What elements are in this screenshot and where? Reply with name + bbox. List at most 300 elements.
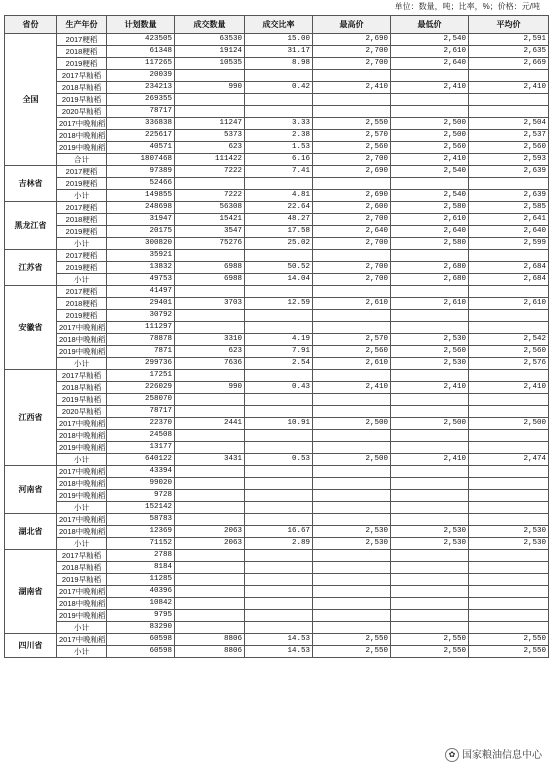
traded-cell	[175, 322, 245, 334]
max-price-cell	[313, 442, 391, 454]
table-row	[5, 490, 549, 502]
traded-cell: 15421	[175, 214, 245, 226]
min-price-cell: 2,410	[391, 82, 469, 94]
ratio-cell	[245, 550, 313, 562]
province-cell: 安徽省	[5, 286, 57, 370]
traded-cell: 623	[175, 346, 245, 358]
max-price-cell: 2,700	[313, 238, 391, 250]
avg-price-cell: 2,599	[469, 238, 549, 250]
min-price-cell	[391, 514, 469, 526]
year-cell: 小计	[57, 622, 107, 634]
planned-cell: 423505	[107, 34, 175, 46]
max-price-cell: 2,550	[313, 634, 391, 646]
year-cell: 2017中晚籼稻	[57, 418, 107, 430]
min-price-cell: 2,580	[391, 238, 469, 250]
planned-cell: 149855	[107, 190, 175, 202]
subtotal-row	[5, 154, 549, 166]
ratio-cell: 4.19	[245, 334, 313, 346]
planned-cell: 1807468	[107, 154, 175, 166]
table-row	[5, 130, 549, 142]
traded-cell	[175, 574, 245, 586]
table-row	[5, 58, 549, 70]
year-cell: 小计	[57, 646, 107, 658]
min-price-cell	[391, 562, 469, 574]
traded-cell	[175, 586, 245, 598]
planned-cell: 20039	[107, 70, 175, 82]
ratio-cell	[245, 310, 313, 322]
max-price-cell	[313, 586, 391, 598]
traded-cell: 2063	[175, 526, 245, 538]
avg-price-cell: 2,639	[469, 166, 549, 178]
subtotal-row	[5, 190, 549, 202]
table-row	[5, 514, 549, 526]
min-price-cell	[391, 550, 469, 562]
min-price-cell: 2,540	[391, 190, 469, 202]
avg-price-cell: 2,610	[469, 298, 549, 310]
max-price-cell: 2,570	[313, 334, 391, 346]
year-cell: 2018中晚籼稻	[57, 130, 107, 142]
traded-cell: 11247	[175, 118, 245, 130]
table-body	[5, 34, 549, 658]
min-price-cell	[391, 370, 469, 382]
avg-price-cell	[469, 286, 549, 298]
table-row	[5, 178, 549, 190]
min-price-cell	[391, 610, 469, 622]
header-province: 省份	[5, 16, 57, 34]
max-price-cell	[313, 550, 391, 562]
min-price-cell	[391, 286, 469, 298]
max-price-cell: 2,550	[313, 646, 391, 658]
subtotal-row	[5, 622, 549, 634]
min-price-cell: 2,410	[391, 454, 469, 466]
year-cell: 2017早籼稻	[57, 370, 107, 382]
min-price-cell: 2,500	[391, 130, 469, 142]
subtotal-row	[5, 538, 549, 550]
traded-cell	[175, 550, 245, 562]
year-cell: 2019中晚籼稻	[57, 346, 107, 358]
avg-price-cell: 2,500	[469, 418, 549, 430]
year-cell: 2017粳稻	[57, 286, 107, 298]
planned-cell: 31947	[107, 214, 175, 226]
table-row	[5, 382, 549, 394]
ratio-cell: 0.53	[245, 454, 313, 466]
min-price-cell: 2,500	[391, 418, 469, 430]
max-price-cell	[313, 514, 391, 526]
planned-cell: 10842	[107, 598, 175, 610]
ratio-cell	[245, 406, 313, 418]
traded-cell	[175, 502, 245, 514]
min-price-cell: 2,610	[391, 214, 469, 226]
avg-price-cell	[469, 610, 549, 622]
min-price-cell	[391, 622, 469, 634]
max-price-cell: 2,560	[313, 346, 391, 358]
traded-cell: 7222	[175, 166, 245, 178]
planned-cell: 8184	[107, 562, 175, 574]
avg-price-cell	[469, 70, 549, 82]
ratio-cell: 17.58	[245, 226, 313, 238]
year-cell: 2018中晚籼稻	[57, 334, 107, 346]
ratio-cell: 10.91	[245, 418, 313, 430]
year-cell: 2019中晚籼稻	[57, 610, 107, 622]
planned-cell: 24508	[107, 430, 175, 442]
ratio-cell	[245, 586, 313, 598]
avg-price-cell	[469, 250, 549, 262]
traded-cell: 111422	[175, 154, 245, 166]
min-price-cell	[391, 502, 469, 514]
max-price-cell: 2,530	[313, 538, 391, 550]
traded-cell: 7636	[175, 358, 245, 370]
province-cell: 四川省	[5, 634, 57, 658]
table-row	[5, 394, 549, 406]
avg-price-cell: 2,537	[469, 130, 549, 142]
table-row	[5, 574, 549, 586]
min-price-cell: 2,560	[391, 142, 469, 154]
avg-price-cell: 2,684	[469, 274, 549, 286]
planned-cell: 17251	[107, 370, 175, 382]
max-price-cell	[313, 622, 391, 634]
planned-cell: 234213	[107, 82, 175, 94]
planned-cell: 52466	[107, 178, 175, 190]
planned-cell: 225617	[107, 130, 175, 142]
planned-cell: 43394	[107, 466, 175, 478]
avg-price-cell	[469, 574, 549, 586]
traded-cell: 56308	[175, 202, 245, 214]
year-cell: 2017中晚籼稻	[57, 586, 107, 598]
traded-cell: 2063	[175, 538, 245, 550]
year-cell: 2019早籼稻	[57, 574, 107, 586]
ratio-cell	[245, 370, 313, 382]
min-price-cell	[391, 430, 469, 442]
ratio-cell: 0.42	[245, 82, 313, 94]
table-row	[5, 346, 549, 358]
avg-price-cell: 2,530	[469, 538, 549, 550]
traded-cell: 2441	[175, 418, 245, 430]
planned-cell: 20175	[107, 226, 175, 238]
year-cell: 小计	[57, 538, 107, 550]
subtotal-row	[5, 646, 549, 658]
planned-cell: 83290	[107, 622, 175, 634]
avg-price-cell: 2,641	[469, 214, 549, 226]
year-cell: 2019早籼稻	[57, 394, 107, 406]
min-price-cell	[391, 478, 469, 490]
planned-cell: 99020	[107, 478, 175, 490]
avg-price-cell: 2,550	[469, 646, 549, 658]
avg-price-cell	[469, 466, 549, 478]
planned-cell: 22370	[107, 418, 175, 430]
planned-cell: 12369	[107, 526, 175, 538]
year-cell: 2018中晚籼稻	[57, 526, 107, 538]
year-cell: 小计	[57, 190, 107, 202]
traded-cell: 3703	[175, 298, 245, 310]
year-cell: 小计	[57, 502, 107, 514]
header-row	[5, 16, 549, 34]
table-row	[5, 406, 549, 418]
max-price-cell: 2,690	[313, 166, 391, 178]
table-row	[5, 94, 549, 106]
year-cell: 2019中晚籼稻	[57, 490, 107, 502]
min-price-cell: 2,640	[391, 226, 469, 238]
year-cell: 小计	[57, 274, 107, 286]
min-price-cell: 2,580	[391, 202, 469, 214]
traded-cell	[175, 310, 245, 322]
ratio-cell	[245, 514, 313, 526]
planned-cell: 300820	[107, 238, 175, 250]
ratio-cell: 2.54	[245, 358, 313, 370]
header-avg-price: 平均价	[469, 16, 549, 34]
table-row	[5, 586, 549, 598]
header-ratio: 成交比率	[245, 16, 313, 34]
avg-price-cell: 2,410	[469, 382, 549, 394]
header-planned: 计划数量	[107, 16, 175, 34]
planned-cell: 71152	[107, 538, 175, 550]
traded-cell: 19124	[175, 46, 245, 58]
avg-price-cell	[469, 430, 549, 442]
table-row	[5, 286, 549, 298]
subtotal-row	[5, 238, 549, 250]
planned-cell: 152142	[107, 502, 175, 514]
ratio-cell	[245, 322, 313, 334]
table-row	[5, 322, 549, 334]
min-price-cell	[391, 466, 469, 478]
year-cell: 2019中晚籼稻	[57, 142, 107, 154]
unit-note: 单位：数量，吨；比率，%；价格：元/吨	[394, 2, 540, 11]
ratio-cell: 14.04	[245, 274, 313, 286]
avg-price-cell	[469, 394, 549, 406]
min-price-cell: 2,500	[391, 118, 469, 130]
max-price-cell: 2,690	[313, 34, 391, 46]
planned-cell: 60598	[107, 634, 175, 646]
year-cell: 2017中晚籼稻	[57, 322, 107, 334]
ratio-cell: 25.02	[245, 238, 313, 250]
traded-cell	[175, 622, 245, 634]
traded-cell: 10535	[175, 58, 245, 70]
min-price-cell: 2,640	[391, 58, 469, 70]
traded-cell	[175, 478, 245, 490]
ratio-cell	[245, 574, 313, 586]
traded-cell: 7222	[175, 190, 245, 202]
traded-cell	[175, 490, 245, 502]
planned-cell: 13177	[107, 442, 175, 454]
ratio-cell	[245, 70, 313, 82]
province-cell: 湖北省	[5, 514, 57, 550]
avg-price-cell: 2,585	[469, 202, 549, 214]
avg-price-cell: 2,576	[469, 358, 549, 370]
max-price-cell: 2,640	[313, 226, 391, 238]
avg-price-cell	[469, 94, 549, 106]
watermark-text: 国家粮油信息中心	[462, 749, 542, 761]
avg-price-cell	[469, 370, 549, 382]
avg-price-cell: 2,530	[469, 526, 549, 538]
traded-cell: 990	[175, 382, 245, 394]
max-price-cell	[313, 598, 391, 610]
traded-cell: 623	[175, 142, 245, 154]
ratio-cell	[245, 286, 313, 298]
avg-price-cell: 2,474	[469, 454, 549, 466]
ratio-cell	[245, 442, 313, 454]
header-min-price: 最低价	[391, 16, 469, 34]
planned-cell: 78717	[107, 106, 175, 118]
ratio-cell	[245, 394, 313, 406]
planned-cell: 49753	[107, 274, 175, 286]
avg-price-cell	[469, 622, 549, 634]
ratio-cell: 1.53	[245, 142, 313, 154]
max-price-cell	[313, 610, 391, 622]
planned-cell: 117265	[107, 58, 175, 70]
avg-price-cell	[469, 478, 549, 490]
year-cell: 2019早籼稻	[57, 94, 107, 106]
traded-cell	[175, 406, 245, 418]
max-price-cell: 2,600	[313, 202, 391, 214]
year-cell: 小计	[57, 454, 107, 466]
min-price-cell	[391, 94, 469, 106]
planned-cell: 9795	[107, 610, 175, 622]
avg-price-cell	[469, 562, 549, 574]
traded-cell	[175, 610, 245, 622]
ratio-cell: 31.17	[245, 46, 313, 58]
year-cell: 2018中晚籼稻	[57, 598, 107, 610]
planned-cell: 78878	[107, 334, 175, 346]
year-cell: 2018早籼稻	[57, 82, 107, 94]
ratio-cell: 48.27	[245, 214, 313, 226]
year-cell: 2017粳稻	[57, 202, 107, 214]
max-price-cell	[313, 94, 391, 106]
min-price-cell	[391, 70, 469, 82]
max-price-cell: 2,700	[313, 58, 391, 70]
max-price-cell	[313, 70, 391, 82]
planned-cell: 111297	[107, 322, 175, 334]
planned-cell: 58783	[107, 514, 175, 526]
ratio-cell: 7.41	[245, 166, 313, 178]
ratio-cell	[245, 478, 313, 490]
table-row	[5, 310, 549, 322]
traded-cell	[175, 178, 245, 190]
year-cell: 2020早籼稻	[57, 106, 107, 118]
year-cell: 2018粳稻	[57, 46, 107, 58]
avg-price-cell: 2,560	[469, 346, 549, 358]
ratio-cell: 2.89	[245, 538, 313, 550]
table-row	[5, 634, 549, 646]
avg-price-cell: 2,560	[469, 142, 549, 154]
ratio-cell: 3.33	[245, 118, 313, 130]
ratio-cell: 8.98	[245, 58, 313, 70]
traded-cell: 990	[175, 82, 245, 94]
table-row	[5, 598, 549, 610]
min-price-cell: 2,680	[391, 274, 469, 286]
traded-cell: 63530	[175, 34, 245, 46]
ratio-cell	[245, 502, 313, 514]
max-price-cell	[313, 106, 391, 118]
planned-cell: 78717	[107, 406, 175, 418]
max-price-cell: 2,700	[313, 274, 391, 286]
header-max-price: 最高价	[313, 16, 391, 34]
avg-price-cell: 2,640	[469, 226, 549, 238]
table-row	[5, 118, 549, 130]
ratio-cell: 2.38	[245, 130, 313, 142]
year-cell: 2019粳稻	[57, 58, 107, 70]
year-cell: 2017粳稻	[57, 34, 107, 46]
ratio-cell	[245, 106, 313, 118]
ratio-cell	[245, 610, 313, 622]
max-price-cell	[313, 178, 391, 190]
traded-cell: 8806	[175, 646, 245, 658]
planned-cell: 640122	[107, 454, 175, 466]
avg-price-cell	[469, 514, 549, 526]
year-cell: 2019粳稻	[57, 262, 107, 274]
traded-cell: 3310	[175, 334, 245, 346]
max-price-cell: 2,610	[313, 298, 391, 310]
max-price-cell	[313, 322, 391, 334]
traded-cell	[175, 250, 245, 262]
max-price-cell: 2,700	[313, 154, 391, 166]
ratio-cell: 4.81	[245, 190, 313, 202]
planned-cell: 9728	[107, 490, 175, 502]
min-price-cell: 2,530	[391, 334, 469, 346]
ratio-cell: 7.91	[245, 346, 313, 358]
year-cell: 2017早籼稻	[57, 550, 107, 562]
table-row	[5, 418, 549, 430]
table-row	[5, 526, 549, 538]
year-cell: 2019粳稻	[57, 310, 107, 322]
traded-cell	[175, 598, 245, 610]
max-price-cell	[313, 394, 391, 406]
avg-price-cell	[469, 322, 549, 334]
min-price-cell	[391, 442, 469, 454]
year-cell: 合计	[57, 154, 107, 166]
year-cell: 2018中晚籼稻	[57, 478, 107, 490]
planned-cell: 40571	[107, 142, 175, 154]
avg-price-cell	[469, 550, 549, 562]
min-price-cell	[391, 106, 469, 118]
avg-price-cell	[469, 310, 549, 322]
table-row	[5, 250, 549, 262]
year-cell: 2018粳稻	[57, 214, 107, 226]
table-row	[5, 82, 549, 94]
table-row	[5, 466, 549, 478]
max-price-cell: 2,700	[313, 214, 391, 226]
planned-cell: 248698	[107, 202, 175, 214]
min-price-cell: 2,540	[391, 166, 469, 178]
table-row	[5, 370, 549, 382]
min-price-cell	[391, 406, 469, 418]
max-price-cell	[313, 250, 391, 262]
avg-price-cell: 2,635	[469, 46, 549, 58]
min-price-cell: 2,540	[391, 34, 469, 46]
subtotal-row	[5, 454, 549, 466]
table-row	[5, 442, 549, 454]
province-cell: 江西省	[5, 370, 57, 466]
subtotal-row	[5, 274, 549, 286]
traded-cell	[175, 442, 245, 454]
table-row	[5, 202, 549, 214]
avg-price-cell	[469, 490, 549, 502]
subtotal-row	[5, 358, 549, 370]
table-row	[5, 478, 549, 490]
traded-cell	[175, 370, 245, 382]
max-price-cell: 2,410	[313, 382, 391, 394]
ratio-cell: 50.52	[245, 262, 313, 274]
year-cell: 2018早籼稻	[57, 562, 107, 574]
ratio-cell	[245, 250, 313, 262]
min-price-cell: 2,530	[391, 526, 469, 538]
ratio-cell	[245, 598, 313, 610]
planned-cell: 61348	[107, 46, 175, 58]
ratio-cell: 14.53	[245, 646, 313, 658]
traded-cell: 3431	[175, 454, 245, 466]
min-price-cell	[391, 250, 469, 262]
province-cell: 全国	[5, 34, 57, 166]
traded-cell	[175, 94, 245, 106]
min-price-cell	[391, 394, 469, 406]
